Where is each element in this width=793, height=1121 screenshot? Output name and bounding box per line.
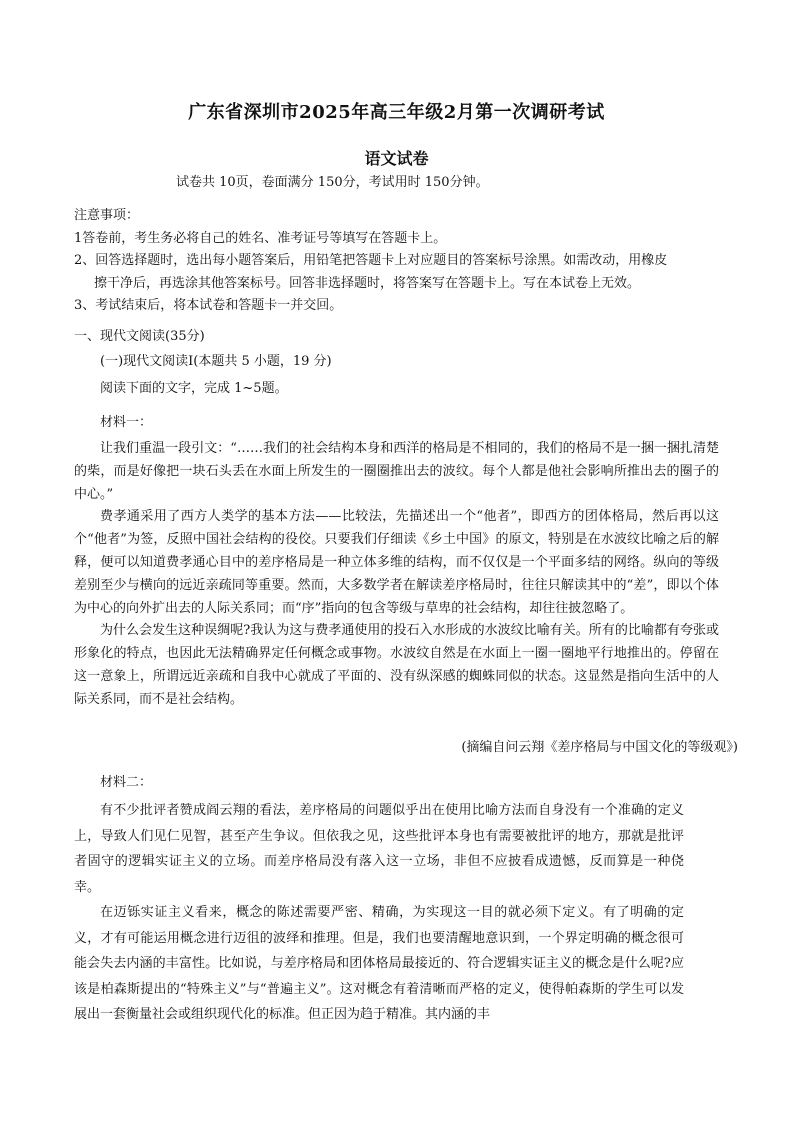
- notice-item: 1答卷前，考生务必将自己的姓名、准考证号等填写在答题卡上。: [74, 230, 447, 246]
- material-2-body: [74, 798, 684, 1028]
- material-1-body: [74, 438, 719, 712]
- notice-item: 2、回答选择题时，选出每小题答案后，用铅笔把答题卡上对应题目的答案标号涂黑。如需改动，用橡皮: [74, 253, 668, 268]
- paragraph: 有不少批评者赞成阎云翔的看法，差序格局的问题似乎出在使用比喻方法而自身没有一个准确的定义上，导致人们见仁见智，甚至产生争议。但依我之见，这些批评本身也有需要被批评的地方，那就是批评者固守的逻辑实证主义的立场。而差序格局没有落入这一立场，非但不应披看成遗憾，反而算是一种侥幸。: [74, 803, 684, 895]
- notice-heading: 注意事项：: [74, 208, 140, 223]
- notice-item: 3、考试结束后，将本试卷和答题卡一并交回。: [74, 298, 343, 313]
- paragraph: 为什么会发生这种误绸呢?我认为这与费孝通使用的投石入水形成的水波纹比喻有关。所有的比喻都有夸张或形象化的特点，也因此无法精确界定任何概念或事物。水波纹自然是在水面上一圈一圈地平行地推出的。停留在这一意象上，所谓远近亲疏和自我中心就成了平面的、没有纵深感的蜘蛛同似的状态。这显然是指向生活中的人际关系同，而不是社会结构。: [74, 623, 719, 707]
- page-title: 广东省深圳市2025年高三年级2月第一次调研考试: [188, 102, 605, 123]
- paragraph: 让我们重温一段引文：“……我们的社会结构本身和西洋的格局是不相同的，我们的格局不是一捆一捆扎清楚的柴，而是好像把一块石头丢在水面上所发生的一圈圈推出去的波纹。每个人都是他社会影响所推出去的圈子的中心。”: [74, 441, 719, 502]
- page-subtitle: 语文试卷: [364, 149, 429, 168]
- paragraph: 费孝通采用了西方人类学的基本方法——比较法，先描述出一个“他者”，即西方的团体格局，然后再以这个“他者”为签，反照中国社会结构的役佼。只要我们仔细读《乡土中国》的原文，特别是在水波纹比喻之后的解释，便可以知道费孝通心目中的差序格局是一种立体多维的结构，而不仅仅是一个平面多结的网络。纵向的等级差别至少与横向的远近亲疏同等重要。然而，大多数学者在解读差序格局时，往往只解读其中的“差”，即以个体为中心的向外扩出去的人际关系同；而“序”指向的包含等级与草卑的社会结构，却往往披忽略了。: [74, 509, 719, 616]
- section-sub-heading: (一)现代文阅读Ⅰ(本题共 5 小题，19 分): [100, 354, 332, 369]
- section-heading: 一、现代文阅读(35分): [74, 329, 205, 344]
- material-2-label: 材料二：: [100, 775, 153, 790]
- section-instruction: 阅读下面的文字，完成 1~5题。: [100, 381, 288, 396]
- material-1-source: (摘编自问云翔《差序格局与中国文化的等级观》): [461, 740, 738, 755]
- material-1-label: 材料一：: [100, 415, 153, 430]
- notice-block: [74, 205, 734, 318]
- notice-item: 擦干净后，再选涂其他答案标号。回答非选择题时，将答案写在答题卡上。写在本试卷上无效。: [94, 275, 641, 291]
- paragraph: 在迈铄实证主义看来，概念的陈述需要严密、精确，为实现这一目的就必须下定义。有了明确的定义，才有可能运用概念进行迈徂的波绎和推理。但是，我们也要清醒地意识到，一个界定明确的概念很可能会失去内涵的丰富性。比如说，与差序格局和团体格局最接近的、符合逻辑实证主义的概念是什么呢?应该是柏森斯提出的“特殊主义”与“普遍主义”。这对概念有着清晰而严格的定义，使得帕森斯的学生可以发展出一套衡量社会或组织现代化的标准。但正因为趋于精准。其内涵的丰: [74, 905, 684, 1022]
- exam-meta: 试卷共 10页，卷面满分 150分，考试用时 150分钟。: [176, 175, 489, 190]
